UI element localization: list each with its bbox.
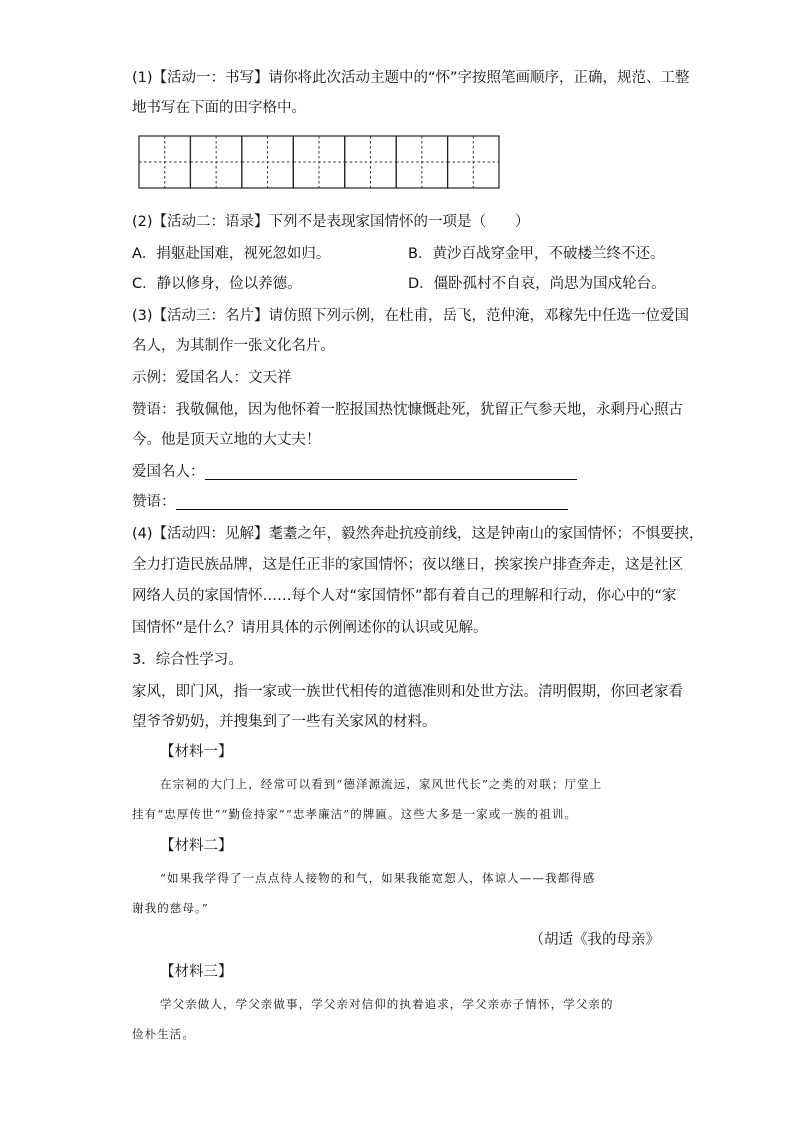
- q2-option-a: A．捐躯赴国难，视死忽如归。: [132, 246, 331, 262]
- tianzige-writing-grid: [137, 134, 501, 190]
- q3-praise-blank-row: [132, 492, 568, 512]
- material3-label: 【材料三】: [160, 964, 233, 980]
- q4-line1: (4)【活动四：见解】耄耋之年，毅然奔赴抗疫前线，这是钟南山的家国情怀；不惧要挟，: [132, 526, 704, 542]
- praise-answer-blank[interactable]: [176, 495, 568, 510]
- material1-label: 【材料一】: [160, 744, 233, 760]
- material2-line2: 谢我的慈母。”: [132, 901, 209, 915]
- material3-line1: 学父亲做人，学父亲做事，学父亲对信仰的执着追求，学父亲赤子情怀，学父亲的: [160, 997, 614, 1011]
- q2-option-c: C．静以修身，俭以养德。: [132, 276, 302, 292]
- material1-line2: 挂有“忠厚传世”“勤俭持家”“忠孝廉洁”的牌匾。这些大多是一家或一族的祖训。: [132, 807, 578, 821]
- section3-title: 3．综合性学习。: [132, 652, 243, 668]
- material2-label: 【材料二】: [160, 838, 233, 854]
- q4-line3: 网络人员的家国情怀……每个人对“家国情怀”都有着自己的理解和行动，你心中的“家: [132, 588, 677, 604]
- q2-option-b: B．黄沙百战穿金甲，不破楼兰终不还。: [408, 246, 665, 262]
- q3-name-blank-row: [132, 462, 577, 482]
- section3-intro1: 家风，即门风，指一家或一族世代相传的道德准则和处世方法。清明假期，你回老家看: [132, 684, 683, 700]
- q3-praise-label: 赞语：: [132, 494, 176, 510]
- q4-line2: 全力打造民族品牌，这是任正非的家国情怀；夜以继日，挨家挨户排查奔走，这是社区: [132, 557, 683, 573]
- q4-line4: 国情怀”是什么？请用具体的示例阐述你的认识或见解。: [132, 620, 488, 636]
- material2-source: （胡适《我的母亲》: [529, 932, 660, 948]
- q3-example: 示例：爱国名人：文天祥: [132, 370, 292, 386]
- q1-line2: 地书写在下面的田字格中。: [132, 100, 306, 116]
- q3-line2: 名人，为其制作一张文化名片。: [132, 338, 335, 354]
- section3-intro2: 望爷爷奶奶，并搜集到了一些有关家风的材料。: [132, 714, 437, 730]
- q3-praise-line2: 今。他是顶天立地的大丈夫！: [132, 432, 321, 448]
- q2-stem: (2)【活动二：语录】下列不是表现家国情怀的一项是（ ）: [132, 214, 530, 230]
- q3-praise-line1: 赞语：我敬佩他，因为他怀着一腔报国热忱慷慨赴死，犹留正气参天地，永剩丹心照古: [132, 402, 683, 418]
- q2-option-d: D．僵卧孤村不自哀，尚思为国戍轮台。: [408, 276, 666, 292]
- q3-line1: (3)【活动三：名片】请仿照下列示例，在杜甫，岳飞，范仲淹，邓稼先中任选一位爱国: [132, 308, 690, 324]
- material3-line2: 俭朴生活。: [132, 1027, 195, 1041]
- q3-name-label: 爱国名人：: [132, 464, 205, 480]
- material1-line1: 在宗祠的大门上，经常可以看到“德泽源流远，家风世代长”之类的对联；厅堂上: [160, 777, 603, 791]
- material2-line1: “如果我学得了一点点待人接物的和气，如果我能宽恕人，体谅人——我都得感: [160, 871, 596, 885]
- q1-line1: (1)【活动一：书写】请你将此次活动主题中的“怀”字按照笔画顺序，正确，规范、工整: [132, 70, 690, 86]
- name-answer-blank[interactable]: [205, 465, 577, 480]
